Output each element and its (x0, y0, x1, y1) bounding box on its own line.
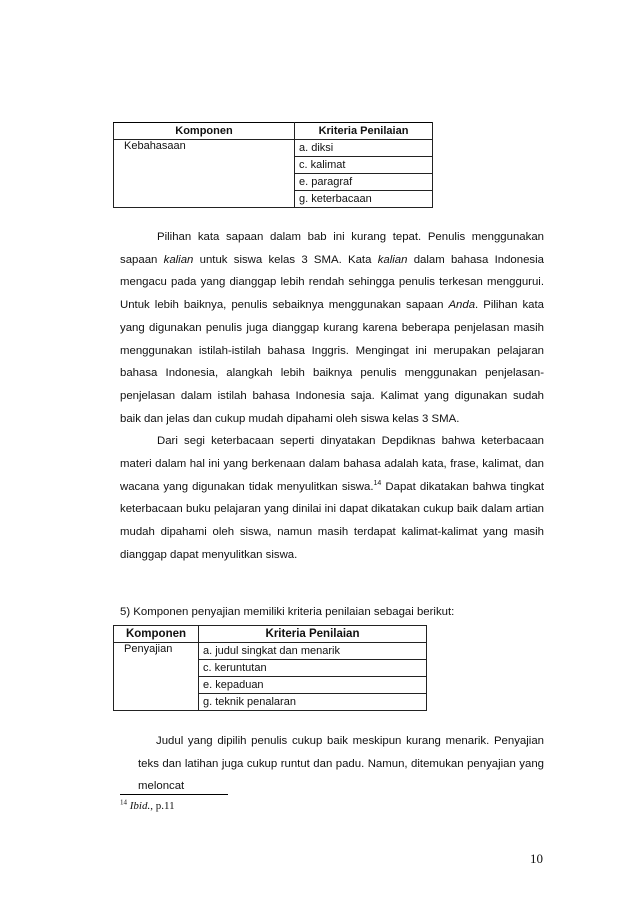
paragraph: Pilihan kata sapaan dalam bab ini kurang tepat. Penulis menggunakan sapaan kalian untuk siswa kelas 3 SMA. Kata kalian dalam bahasa Indonesia mengacu pada yang dianggap lebih rendah sehingga penulis terkesan menggurui. Untuk lebih baiknya, penulis sebaiknya menggunakan sapaan Anda. Pilihan kata yang digunakan penulis juga dianggap kurang karena beberapa penjelasan masih menggunakan istilah-istilah bahasa Inggris. Mengingat ini merupakan pelajaran bahasa Indonesia, alangkah lebih baiknya penulis menggunakan penjelasan-penjelasan dalam istilah bahasa Indonesia saja. Kalimat yang digunakan sudah baik dan jelas dan cukup mudah dipahami oleh siswa kelas 3 SMA. (120, 231, 545, 425)
footnote-ref[interactable]: 14 (373, 479, 382, 487)
table-component-cell: Penyajian (114, 643, 199, 711)
criteria-item: a. judul singkat dan menarik (199, 643, 427, 660)
section-heading: 5) Komponen penyajian memiliki kriteria penilaian sebagai berikut: (120, 606, 455, 618)
criteria-table-kebahasaan (113, 122, 433, 208)
criteria-item: a. diksi (295, 140, 433, 157)
paragraph: Judul yang dipilih penulis cukup baik meskipun kurang menarik. Penyajian teks dan latihan juga cukup runtut dan padu. Namun, ditemukan penyajian yang meloncat (138, 735, 544, 793)
table-header-komponen: Komponen (114, 626, 199, 643)
table-component-cell: Kebahasaan (114, 140, 295, 208)
criteria-item: c. keruntutan (199, 660, 427, 677)
footnote-divider (120, 794, 228, 795)
table-header-kriteria: Kriteria Penilaian (199, 626, 427, 643)
criteria-item: c. kalimat (295, 157, 433, 174)
body-text (138, 730, 544, 798)
paragraph: Dari segi keterbacaan seperti dinyatakan Depdiknas bahwa keterbacaan materi dalam hal ini yang berkenaan dalam bahasa adalah kata, frase, kalimat, dan wacana yang digunakan tidak menyulitkan siswa.$^{14}$ Dapat dikatakan bahwa tingkat keterbacaan buku pelajaran yang dinilai ini dapat dikatakan cukup baik dalam artian mudah dipahami oleh siswa, namun masih terdapat kalimat-kalimat yang masih dianggap dapat menyulitkan siswa. (120, 435, 544, 561)
criteria-item: g. keterbacaan (295, 191, 433, 208)
table-header-komponen: Komponen (114, 123, 295, 140)
criteria-item: e. paragraf (295, 174, 433, 191)
criteria-item: g. teknik penalaran (199, 694, 427, 711)
footnote: $^{14}$ Ibid., p.11 (120, 798, 175, 812)
table-header-kriteria: Kriteria Penilaian (295, 123, 433, 140)
criteria-item: e. kepaduan (199, 677, 427, 694)
body-text (120, 226, 544, 567)
page-number: 10 (530, 851, 543, 866)
criteria-table-penyajian (113, 625, 427, 711)
